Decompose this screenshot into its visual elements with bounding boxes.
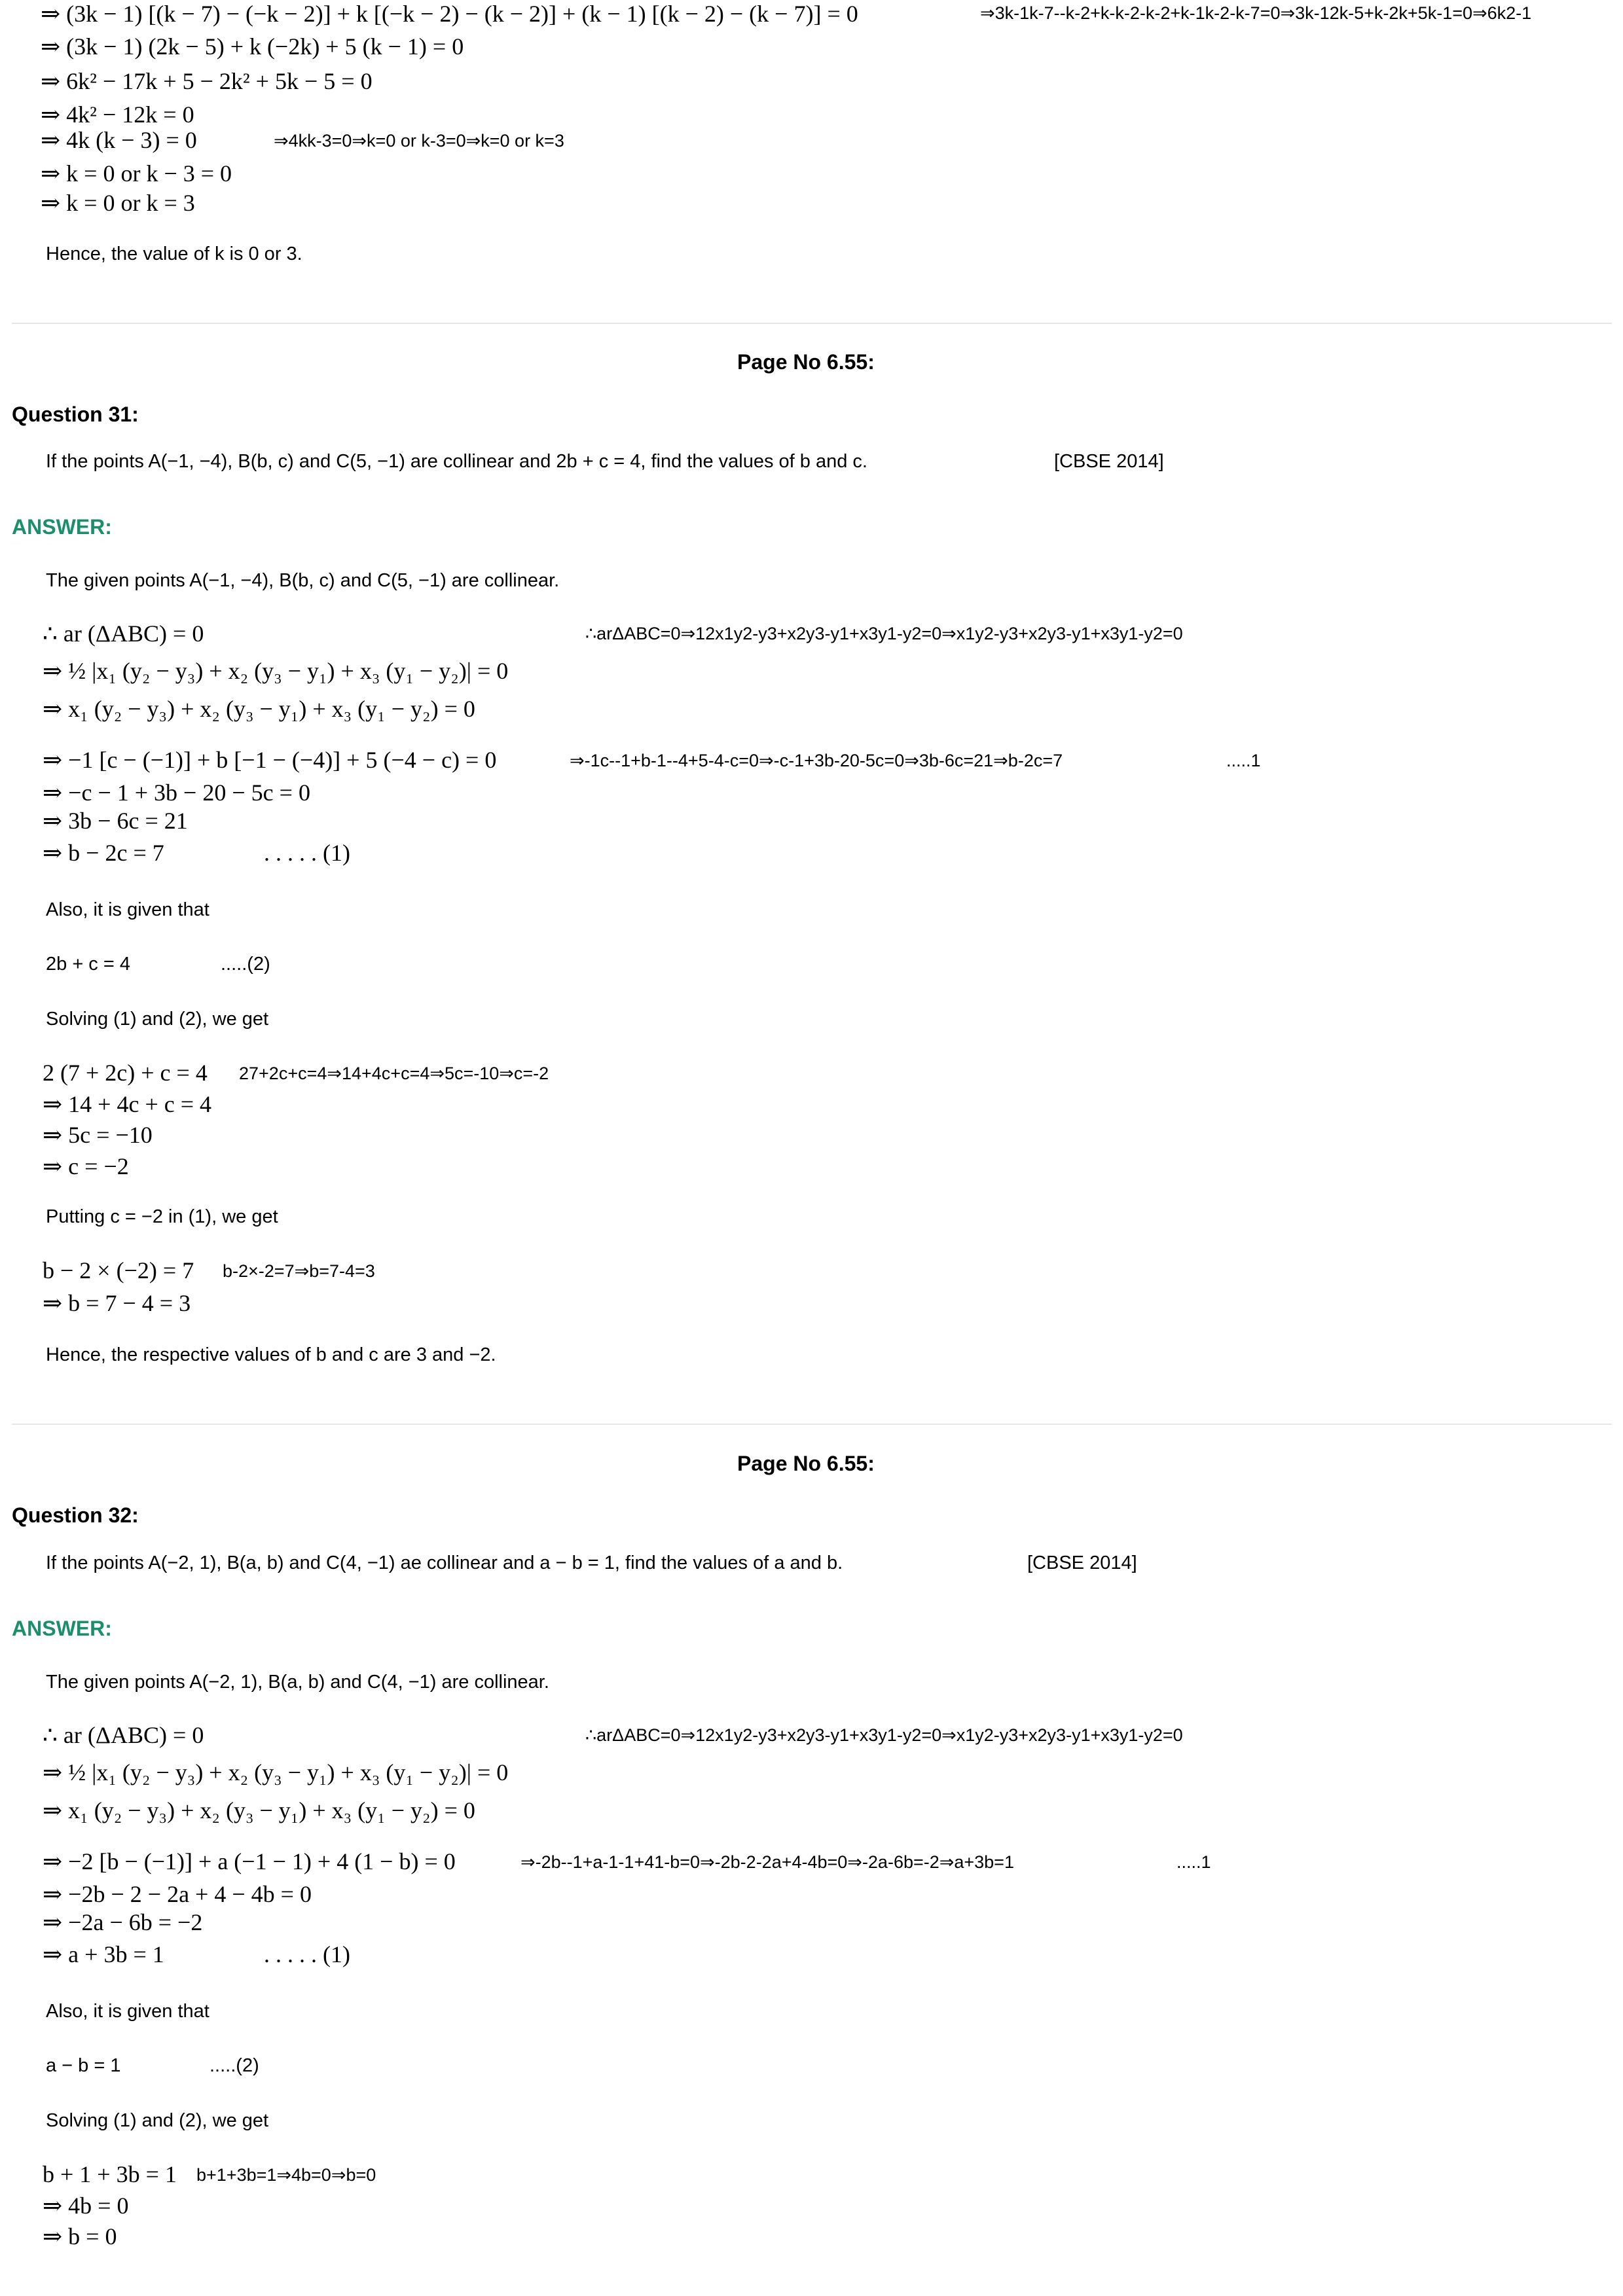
- math-line: ⇒ 3b − 6c = 21: [43, 808, 188, 834]
- math-line: ⇒ ½ |x₁ (y₂ − y₃) + x₂ (y₃ − y₁) + x₃ (y₁ − y₂)| = 0: [43, 658, 509, 684]
- math-line: ⇒ (3k − 1) (2k − 5) + k (−2k) + 5 (k − 1) = 0: [41, 33, 464, 60]
- math-line: ⇒ b = 0: [43, 2223, 117, 2250]
- math-line: ⇒ −2b − 2 − 2a + 4 − 4b = 0: [43, 1881, 312, 1907]
- body-text: Putting c = −2 in (1), we get: [46, 1206, 278, 1227]
- body-text: Also, it is given that: [46, 899, 210, 920]
- question-text: If the points A(−1, −4), B(b, c) and C(5, −1) are collinear and 2b + c = 4, find the values of b and c.: [46, 451, 867, 472]
- math-line: ⇒ −c − 1 + 3b − 20 − 5c = 0: [43, 780, 310, 806]
- equation-tag: .....1: [1226, 751, 1261, 770]
- answer-label: ANSWER:: [12, 1617, 112, 1640]
- math-line: ⇒ 5c = −10: [43, 1122, 153, 1148]
- math-line: ∴ ar (ΔABC) = 0: [43, 620, 204, 647]
- intro-text: The given points A(−2, 1), B(a, b) and C(4, −1) are collinear.: [46, 1672, 549, 1693]
- math-line: ⇒ b − 2c = 7: [43, 840, 164, 866]
- body-text: Also, it is given that: [46, 2001, 210, 2022]
- math-line: ⇒ 4k² − 12k = 0: [41, 101, 194, 128]
- body-text: Solving (1) and (2), we get: [46, 2110, 269, 2131]
- section-divider: [12, 323, 1612, 324]
- alt-text: ⇒-1c--1+b-1--4+5-4-c=0⇒-c-1+3b-20-5c=0⇒3b-6c=21⇒b-2c=7: [570, 751, 1063, 770]
- question-label: Question 32:: [12, 1503, 139, 1527]
- body-text: Solving (1) and (2), we get: [46, 1009, 269, 1030]
- math-line: ⇒ −1 [c − (−1)] + b [−1 − (−4)] + 5 (−4 − c) = 0: [43, 747, 497, 773]
- alt-text: ∴arΔABC=0⇒12x1y2-y3+x2y3-y1+x3y1-y2=0⇒x1y2-y3+x2y3-y1+x3y1-y2=0: [585, 624, 1183, 643]
- conclusion-text: Hence, the respective values of b and c are 3 and −2.: [46, 1344, 496, 1365]
- source-tag: [CBSE 2014]: [1027, 1552, 1137, 1573]
- given-equation: 2b + c = 4: [46, 954, 130, 975]
- question-text: If the points A(−2, 1), B(a, b) and C(4, −1) ae collinear and a − b = 1, find the values of a and b.: [46, 1552, 843, 1573]
- math-line: ⇒ 6k² − 17k + 5 − 2k² + 5k − 5 = 0: [41, 68, 373, 94]
- math-line: ⇒ (3k − 1) [(k − 7) − (−k − 2)] + k [(−k − 2) − (k − 2)] + (k − 1) [(k − 2) − (k − 7)] = 0: [41, 1, 858, 27]
- equation-tag: . . . . . (1): [264, 1941, 350, 1967]
- section-divider: [12, 1424, 1612, 1425]
- alt-text: 27+2c+c=4⇒14+4c+c=4⇒5c=-10⇒c=-2: [239, 1064, 549, 1083]
- source-tag: [CBSE 2014]: [1054, 451, 1164, 472]
- math-line: ⇒ ½ |x₁ (y₂ − y₃) + x₂ (y₃ − y₁) + x₃ (y₁ − y₂)| = 0: [43, 1759, 509, 1785]
- equation-tag: . . . . . (1): [264, 840, 350, 866]
- page-number: Page No 6.55:: [737, 350, 875, 374]
- math-line: b + 1 + 3b = 1: [43, 2161, 177, 2187]
- alt-text: b+1+3b=1⇒4b=0⇒b=0: [196, 2165, 376, 2185]
- alt-text: ⇒4kk-3=0⇒k=0 or k-3=0⇒k=0 or k=3: [274, 131, 564, 151]
- equation-tag: .....1: [1176, 1852, 1211, 1872]
- math-line: ⇒ k = 0 or k = 3: [41, 190, 195, 216]
- question-label: Question 31:: [12, 403, 139, 426]
- given-equation: a − b = 1: [46, 2055, 121, 2076]
- math-line: ⇒ 4b = 0: [43, 2193, 129, 2219]
- page-number: Page No 6.55:: [737, 1452, 875, 1475]
- alt-text: b-2×-2=7⇒b=7-4=3: [223, 1261, 375, 1281]
- equation-tag: .....(2): [221, 954, 270, 975]
- math-line: ⇒ x₁ (y₂ − y₃) + x₂ (y₃ − y₁) + x₃ (y₁ − y₂) = 0: [43, 696, 475, 722]
- alt-text: ∴arΔABC=0⇒12x1y2-y3+x2y3-y1+x3y1-y2=0⇒x1y2-y3+x2y3-y1+x3y1-y2=0: [585, 1725, 1183, 1745]
- alt-text: ⇒-2b--1+a-1-1+41-b=0⇒-2b-2-2a+4-4b=0⇒-2a-6b=-2⇒a+3b=1: [520, 1852, 1014, 1872]
- math-line: ⇒ 14 + 4c + c = 4: [43, 1091, 212, 1117]
- math-line: ⇒ −2 [b − (−1)] + a (−1 − 1) + 4 (1 − b) = 0: [43, 1848, 456, 1874]
- math-line: 2 (7 + 2c) + c = 4: [43, 1060, 208, 1086]
- math-line: ⇒ x₁ (y₂ − y₃) + x₂ (y₃ − y₁) + x₃ (y₁ − y₂) = 0: [43, 1797, 475, 1823]
- math-line: b − 2 × (−2) = 7: [43, 1257, 194, 1283]
- math-line: ⇒ b = 7 − 4 = 3: [43, 1290, 191, 1316]
- math-line: ⇒ −2a − 6b = −2: [43, 1909, 203, 1935]
- answer-label: ANSWER:: [12, 515, 112, 539]
- math-line: ⇒ 4k (k − 3) = 0: [41, 127, 197, 153]
- math-line: ∴ ar (ΔABC) = 0: [43, 1722, 204, 1748]
- alt-text: ⇒3k-1k-7--k-2+k-k-2-k-2+k-1k-2-k-7=0⇒3k-12k-5+k-2k+5k-1=0⇒6k2-1: [980, 3, 1532, 23]
- math-line: ⇒ k = 0 or k − 3 = 0: [41, 160, 232, 187]
- conclusion-text: Hence, the value of k is 0 or 3.: [46, 243, 302, 264]
- math-line: ⇒ a + 3b = 1: [43, 1941, 164, 1967]
- equation-tag: .....(2): [210, 2055, 259, 2076]
- intro-text: The given points A(−1, −4), B(b, c) and C(5, −1) are collinear.: [46, 570, 560, 591]
- math-line: ⇒ c = −2: [43, 1153, 129, 1179]
